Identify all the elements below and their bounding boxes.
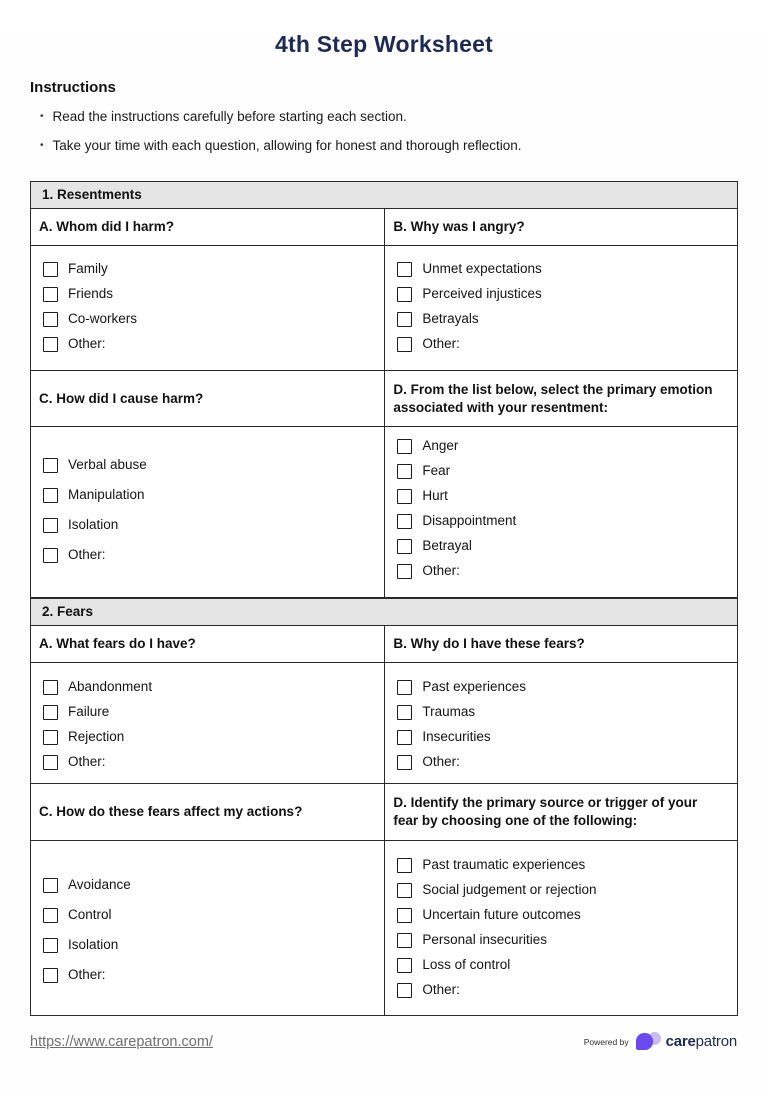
option-label: Manipulation bbox=[68, 487, 145, 502]
bullet-icon: • bbox=[40, 140, 44, 151]
checkbox-option-row[interactable] bbox=[397, 563, 737, 579]
question-why-was-i-angry: B. Why was I angry? bbox=[393, 219, 525, 234]
checkbox-option-row[interactable] bbox=[43, 336, 384, 352]
question-what-fears: A. What fears do I have? bbox=[31, 626, 385, 662]
option-label: Other: bbox=[68, 754, 106, 769]
checkbox[interactable] bbox=[397, 680, 412, 695]
checkbox[interactable] bbox=[397, 287, 412, 302]
option-label: Other: bbox=[422, 563, 460, 578]
checkbox[interactable] bbox=[43, 755, 58, 770]
option-label: Verbal abuse bbox=[68, 457, 147, 472]
checkbox[interactable] bbox=[43, 968, 58, 983]
option-label: Betrayal bbox=[422, 538, 472, 553]
checkbox-option-row[interactable] bbox=[397, 704, 737, 720]
option-label: Insecurities bbox=[422, 729, 491, 744]
checkbox[interactable] bbox=[43, 878, 58, 893]
checkbox[interactable] bbox=[43, 730, 58, 745]
checkbox-option-row[interactable] bbox=[43, 311, 384, 327]
question-primary-emotion: D. From the list below, select the primary emotion associated with your resentment: bbox=[393, 381, 713, 415]
options-why-was-i-angry bbox=[385, 246, 737, 370]
powered-by-label: Powered by bbox=[583, 1036, 629, 1047]
checkbox[interactable] bbox=[397, 933, 412, 948]
checkbox[interactable] bbox=[397, 755, 412, 770]
fears-table bbox=[30, 598, 738, 1016]
checkbox-option-row[interactable] bbox=[43, 487, 384, 503]
carepatron-wordmark bbox=[666, 1033, 737, 1050]
instructions-heading: Instructions bbox=[30, 79, 116, 96]
checkbox-option-row[interactable] bbox=[43, 877, 384, 893]
logo-blob-shape bbox=[636, 1033, 653, 1050]
checkbox[interactable] bbox=[397, 312, 412, 327]
checkbox-option-row[interactable] bbox=[43, 457, 384, 473]
checkbox-option-row[interactable] bbox=[397, 932, 737, 948]
checkbox[interactable] bbox=[397, 262, 412, 277]
option-label: Isolation bbox=[68, 517, 119, 532]
checkbox[interactable] bbox=[43, 548, 58, 563]
checkbox-option-row[interactable] bbox=[43, 937, 384, 953]
instruction-bullet bbox=[40, 108, 738, 128]
checkbox-option-row[interactable] bbox=[43, 679, 384, 695]
option-label: Friends bbox=[68, 286, 114, 301]
checkbox-option-row[interactable] bbox=[397, 857, 737, 873]
wordmark-regular: patron bbox=[695, 1033, 737, 1050]
checkbox-option-row[interactable] bbox=[43, 729, 384, 745]
checkbox-option-row[interactable] bbox=[43, 907, 384, 923]
option-label: Unmet expectations bbox=[422, 261, 542, 276]
option-label: Other: bbox=[422, 336, 460, 351]
checkbox-option-row[interactable] bbox=[397, 286, 737, 302]
bullet-icon: • bbox=[40, 111, 44, 122]
checkbox[interactable] bbox=[397, 705, 412, 720]
option-label: Failure bbox=[68, 704, 110, 719]
checkbox-option-row[interactable] bbox=[43, 517, 384, 533]
options-what-fears bbox=[31, 663, 385, 783]
option-label: Social judgement or rejection bbox=[422, 882, 597, 897]
option-label: Disappointment bbox=[422, 513, 517, 528]
checkbox[interactable] bbox=[397, 464, 412, 479]
checkbox-option-row[interactable] bbox=[397, 538, 737, 554]
checkbox[interactable] bbox=[43, 705, 58, 720]
options-how-did-i-cause-harm bbox=[31, 427, 385, 597]
question-fears-affect-actions: C. How do these fears affect my actions? bbox=[31, 784, 385, 840]
question-how-did-i-cause-harm: C. How did I cause harm? bbox=[31, 371, 385, 426]
powered-by-block bbox=[584, 1031, 737, 1052]
option-label: Anger bbox=[422, 438, 459, 453]
worksheet-page bbox=[0, 31, 768, 1095]
checkbox-option-row[interactable] bbox=[43, 261, 384, 277]
checkbox-option-row[interactable] bbox=[43, 286, 384, 302]
option-label: Avoidance bbox=[68, 877, 131, 892]
section-header-resentments: 1. Resentments bbox=[31, 182, 737, 209]
wordmark-bold: care bbox=[665, 1033, 696, 1050]
checkbox-option-row[interactable] bbox=[397, 261, 737, 277]
option-label: Other: bbox=[68, 336, 106, 351]
option-label: Hurt bbox=[422, 488, 448, 503]
checkbox-option-row[interactable] bbox=[397, 336, 737, 352]
checkbox[interactable] bbox=[43, 488, 58, 503]
checkbox[interactable] bbox=[397, 730, 412, 745]
option-label: Fear bbox=[422, 463, 451, 478]
option-label: Family bbox=[68, 261, 108, 276]
checkbox[interactable] bbox=[397, 439, 412, 454]
checkbox[interactable] bbox=[397, 883, 412, 898]
option-label: Other: bbox=[68, 967, 106, 982]
option-label: Uncertain future outcomes bbox=[422, 907, 581, 922]
option-label: Personal insecurities bbox=[422, 932, 547, 947]
option-label: Rejection bbox=[68, 729, 125, 744]
checkbox[interactable] bbox=[43, 938, 58, 953]
checkbox-option-row[interactable] bbox=[397, 982, 737, 998]
checkbox-option-row[interactable] bbox=[397, 957, 737, 973]
checkbox[interactable] bbox=[397, 489, 412, 504]
checkbox-option-row[interactable] bbox=[397, 513, 737, 529]
checkbox[interactable] bbox=[43, 312, 58, 327]
instruction-bullet bbox=[40, 137, 738, 157]
options-fears-affect-actions bbox=[31, 841, 385, 1015]
option-label: Isolation bbox=[68, 937, 119, 952]
checkbox-option-row[interactable] bbox=[43, 547, 384, 563]
option-label: Past experiences bbox=[422, 679, 526, 694]
section-header-fears: 2. Fears bbox=[31, 599, 737, 626]
option-label: Other: bbox=[422, 754, 460, 769]
instruction-text: Take your time with each question, allowing for honest and thorough reflection. bbox=[52, 138, 522, 153]
option-label: Betrayals bbox=[422, 311, 479, 326]
option-label: Abandonment bbox=[68, 679, 153, 694]
carepatron-logo-icon bbox=[636, 1031, 662, 1052]
checkbox[interactable] bbox=[397, 514, 412, 529]
checkbox-option-row[interactable] bbox=[397, 679, 737, 695]
checkbox[interactable] bbox=[43, 458, 58, 473]
option-label: Other: bbox=[422, 982, 460, 997]
checkbox-option-row[interactable] bbox=[397, 729, 737, 745]
option-label: Control bbox=[68, 907, 112, 922]
option-label: Other: bbox=[68, 547, 106, 562]
question-why-these-fears: B. Why do I have these fears? bbox=[393, 636, 585, 651]
checkbox[interactable] bbox=[43, 680, 58, 695]
checkbox[interactable] bbox=[397, 337, 412, 352]
checkbox-option-row[interactable] bbox=[397, 882, 737, 898]
checkbox[interactable] bbox=[397, 858, 412, 873]
option-label: Co-workers bbox=[68, 311, 138, 326]
checkbox-option-row[interactable] bbox=[397, 438, 737, 454]
checkbox[interactable] bbox=[43, 287, 58, 302]
checkbox[interactable] bbox=[43, 262, 58, 277]
checkbox[interactable] bbox=[397, 958, 412, 973]
options-primary-emotion bbox=[385, 427, 737, 597]
instructions-block bbox=[30, 79, 738, 157]
checkbox[interactable] bbox=[397, 908, 412, 923]
option-label: Perceived injustices bbox=[422, 286, 542, 301]
options-whom-did-i-harm bbox=[31, 246, 385, 370]
checkbox-option-row[interactable] bbox=[43, 754, 384, 770]
option-label: Loss of control bbox=[422, 957, 511, 972]
checkbox[interactable] bbox=[43, 908, 58, 923]
checkbox[interactable] bbox=[43, 518, 58, 533]
checkbox[interactable] bbox=[397, 983, 412, 998]
question-fear-trigger: D. Identify the primary source or trigger of your fear by choosing one of the following: bbox=[393, 795, 698, 828]
resentments-table bbox=[30, 181, 738, 598]
checkbox-option-row[interactable] bbox=[43, 967, 384, 983]
checkbox-option-row[interactable] bbox=[43, 704, 384, 720]
checkbox[interactable] bbox=[397, 564, 412, 579]
checkbox-option-row[interactable] bbox=[397, 488, 737, 504]
checkbox-option-row[interactable] bbox=[397, 907, 737, 923]
page-title: 4th Step Worksheet bbox=[275, 31, 493, 57]
checkbox-option-row[interactable] bbox=[397, 463, 737, 479]
options-fear-trigger bbox=[385, 841, 737, 1015]
checkbox[interactable] bbox=[397, 539, 412, 554]
checkbox[interactable] bbox=[43, 337, 58, 352]
option-label: Traumas bbox=[422, 704, 476, 719]
question-whom-did-i-harm: A. Whom did I harm? bbox=[31, 209, 385, 245]
options-why-these-fears bbox=[385, 663, 737, 783]
option-label: Past traumatic experiences bbox=[422, 857, 586, 872]
instruction-text: Read the instructions carefully before starting each section. bbox=[52, 109, 407, 124]
checkbox-option-row[interactable] bbox=[397, 754, 737, 770]
checkbox-option-row[interactable] bbox=[397, 311, 737, 327]
carepatron-link[interactable]: https://www.carepatron.com/ bbox=[30, 1033, 213, 1050]
page-footer bbox=[30, 1031, 737, 1052]
